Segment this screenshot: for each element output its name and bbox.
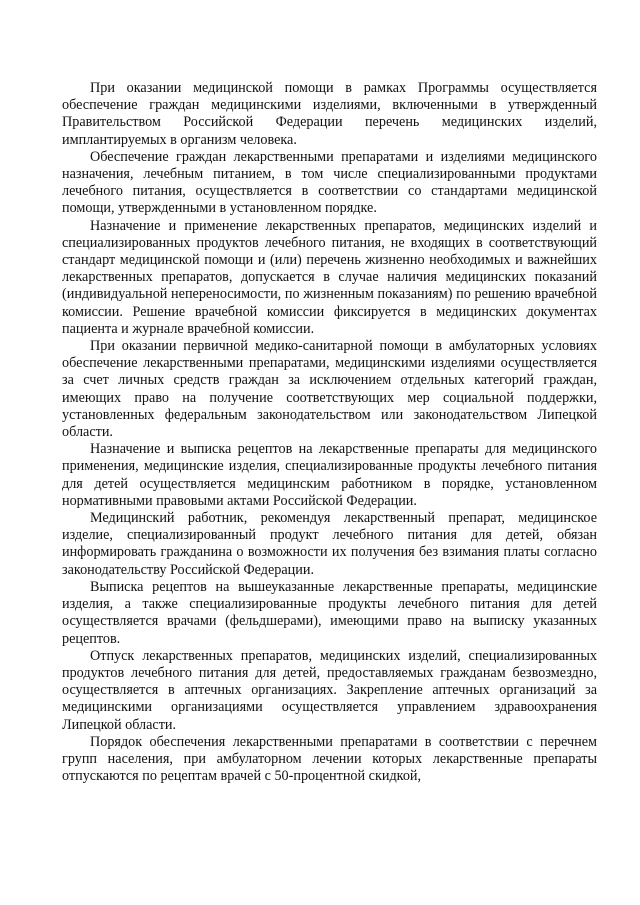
paragraph-pharmacy-dispensing: Отпуск лекарственных препаратов, медицинских изделий, специализированных продуктов лечебного питания для детей, предоставляемых гражданам безвозмездно, осуществляется в аптечных организациях. Закрепление аптечных организаций за медицинскими организациями осуществляется управлением здравоохранения Липецкой области. [62,647,597,733]
paragraph-outpatient-care: При оказании первичной медико-санитарной помощи в амбулаторных условиях обеспечение лекарственными препаратами, медицинскими изделиями осуществляется за счет личных средств граждан за исключением отдельных категорий граждан, имеющих право на получение соответствующих мер социальной поддержки, установленных федеральным законодательством или законодательством Липецкой области. [62,338,597,441]
paragraph-prescription-issuing: Назначение и выписка рецептов на лекарственные препараты для медицинского применения, медицинские изделия, специализированные продукты лечебного питания для детей осуществляется медицинским работником в порядке, установленном нормативными правовыми актами Российской Федерации. [62,441,597,509]
paragraph-prescription-commission: Назначение и применение лекарственных препаратов, медицинских изделий и специализированных продуктов лечебного питания, не входящих в соответствующий стандарт медицинской помощи и (или) перечень жизненно необходимых и важнейших лекарственных препаратов, допускается в случае наличия медицинских показаний (индивидуальной непереносимости, по жизненным показаниям) по решению врачебной комиссии. Решение врачебной комиссии фиксируется в медицинских документах пациента и журнале врачебной комиссии. [62,217,597,337]
paragraph-discount-procedure: Порядок обеспечения лекарственными препаратами в соответствии с перечнем групп населения, при амбулаторном лечении которых лекарственные препараты отпускаются по рецептам врачей с 50-процентной скидкой, [62,733,597,785]
paragraph-worker-obligation: Медицинский работник, рекомендуя лекарственный препарат, медицинское изделие, специализированный продукт лечебного питания для детей, обязан информировать гражданина о возможности их получения без взимания платы согласно законодательству Российской Федерации. [62,510,597,578]
document-body [62,80,597,785]
paragraph-medical-devices: При оказании медицинской помощи в рамках Программы осуществляется обеспечение граждан медицинскими изделиями, включенными в утвержденный Правительством Российской Федерации перечень медицинских изделий, имплантируемых в организм человека. [62,80,597,148]
paragraph-prescription-rights: Выписка рецептов на вышеуказанные лекарственные препараты, медицинские изделия, а также специализированные продукты лечебного питания для детей осуществляется врачами (фельдшерами), имеющими право на выписку указанных рецептов. [62,578,597,647]
paragraph-drug-provision: Обеспечение граждан лекарственными препаратами и изделиями медицинского назначения, лечебным питанием, в том числе специализированными продуктами лечебного питания, осуществляется в соответствии со стандартами медицинской помощи, утвержденными в установленном порядке. [62,148,597,217]
